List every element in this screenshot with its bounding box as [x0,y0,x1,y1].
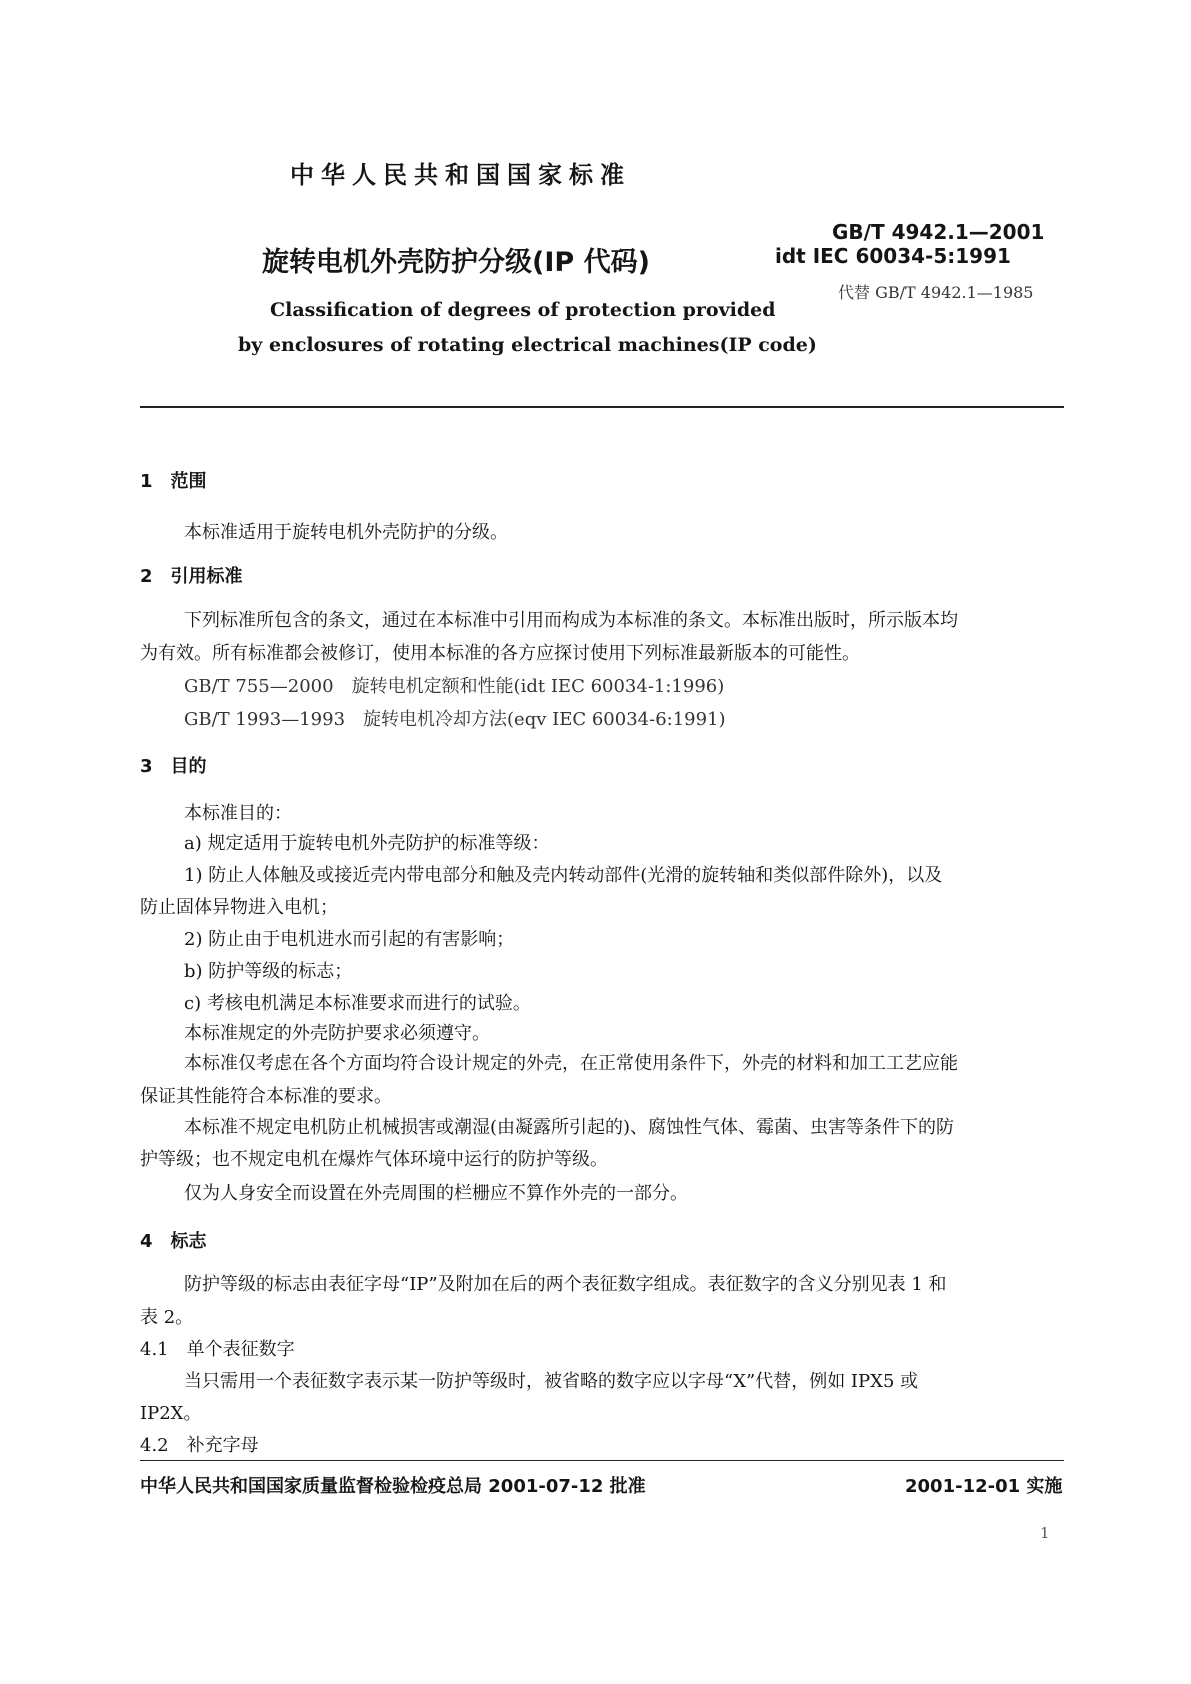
issuer-approval: 中华人民共和国国家质量监督检验检疫总局 2001-07-12 批准 [140,1476,646,1497]
paragraph-line: 为有效。所有标准都会被修订，使用本标准的各方应探讨使用下列标准最新版本的可能性。 [140,643,860,664]
paragraph-line: 保证其性能符合本标准的要求。 [140,1086,392,1107]
paragraph-line: 本标准不规定电机防止机械损害或潮湿(由凝露所引起的)、腐蚀性气体、霉菌、虫害等条件下的防 [184,1117,955,1138]
header-divider [140,406,1064,408]
document-title-cn: 旋转电机外壳防护分级(IP 代码) [262,247,650,278]
subsection-heading: 4.2 补充字母 [140,1435,259,1456]
paragraph-line: 防护等级的标志由表征字母“IP”及附加在后的两个表征数字组成。表征数字的含义分别见表 1 和 [184,1274,947,1295]
paragraph-line: 1) 防止人体触及或接近壳内带电部分和触及壳内转动部件(光滑的旋转轴和类似部件除外)，以及 [184,865,943,886]
document-title-en-2: by enclosures of rotating electrical machines(IP code) [238,334,817,356]
section-heading: 2 引用标准 [140,566,243,587]
document-title-en-1: Classification of degrees of protection provided [270,299,776,321]
section-heading: 1 范围 [140,471,207,492]
paragraph-line: b) 防护等级的标志； [184,961,353,982]
national-standard-title: 中华人民共和国国家标准 [290,161,631,189]
paragraph-line: 本标准规定的外壳防护要求必须遵守。 [184,1023,490,1044]
paragraph-line: 仅为人身安全而设置在外壳周围的栏栅应不算作外壳的一部分。 [184,1183,688,1204]
paragraph-line: GB/T 755—2000 旋转电机定额和性能(idt IEC 60034-1:1996) [184,676,725,697]
replaces-standard: 代替 GB/T 4942.1—1985 [838,283,1034,302]
paragraph-line: 防止固体异物进入电机； [140,897,338,918]
idt-reference: idt IEC 60034-5:1991 [775,244,1011,268]
paragraph-line: c) 考核电机满足本标准要求而进行的试验。 [184,993,531,1014]
subsection-heading: 4.1 单个表征数字 [140,1339,295,1360]
paragraph-line: a) 规定适用于旋转电机外壳防护的标准等级： [184,833,550,854]
paragraph-line: 2) 防止由于电机进水而引起的有害影响； [184,929,515,950]
paragraph-line: 护等级；也不规定电机在爆炸气体环境中运行的防护等级。 [140,1149,608,1170]
standard-number: GB/T 4942.1—2001 [832,220,1045,244]
paragraph-line: 本标准仅考虑在各个方面均符合设计规定的外壳，在正常使用条件下，外壳的材料和加工工艺应能 [184,1053,958,1074]
section-heading: 3 目的 [140,756,207,777]
footer-divider [140,1460,1064,1461]
page-number: 1 [1040,1524,1050,1542]
paragraph-line: IP2X。 [140,1403,202,1424]
paragraph-line: 下列标准所包含的条文，通过在本标准中引用而构成为本标准的条文。本标准出版时，所示版本均 [184,610,958,631]
section-heading: 4 标志 [140,1231,207,1252]
paragraph-line: 表 2。 [140,1307,194,1328]
paragraph-line: 本标准目的： [184,803,292,824]
effective-date: 2001-12-01 实施 [905,1476,1063,1497]
paragraph-line: GB/T 1993—1993 旋转电机冷却方法(eqv IEC 60034-6:1991) [184,709,726,730]
paragraph-line: 本标准适用于旋转电机外壳防护的分级。 [184,522,508,543]
paragraph-line: 当只需用一个表征数字表示某一防护等级时，被省略的数字应以字母“X”代替，例如 IPX5 或 [184,1371,919,1392]
